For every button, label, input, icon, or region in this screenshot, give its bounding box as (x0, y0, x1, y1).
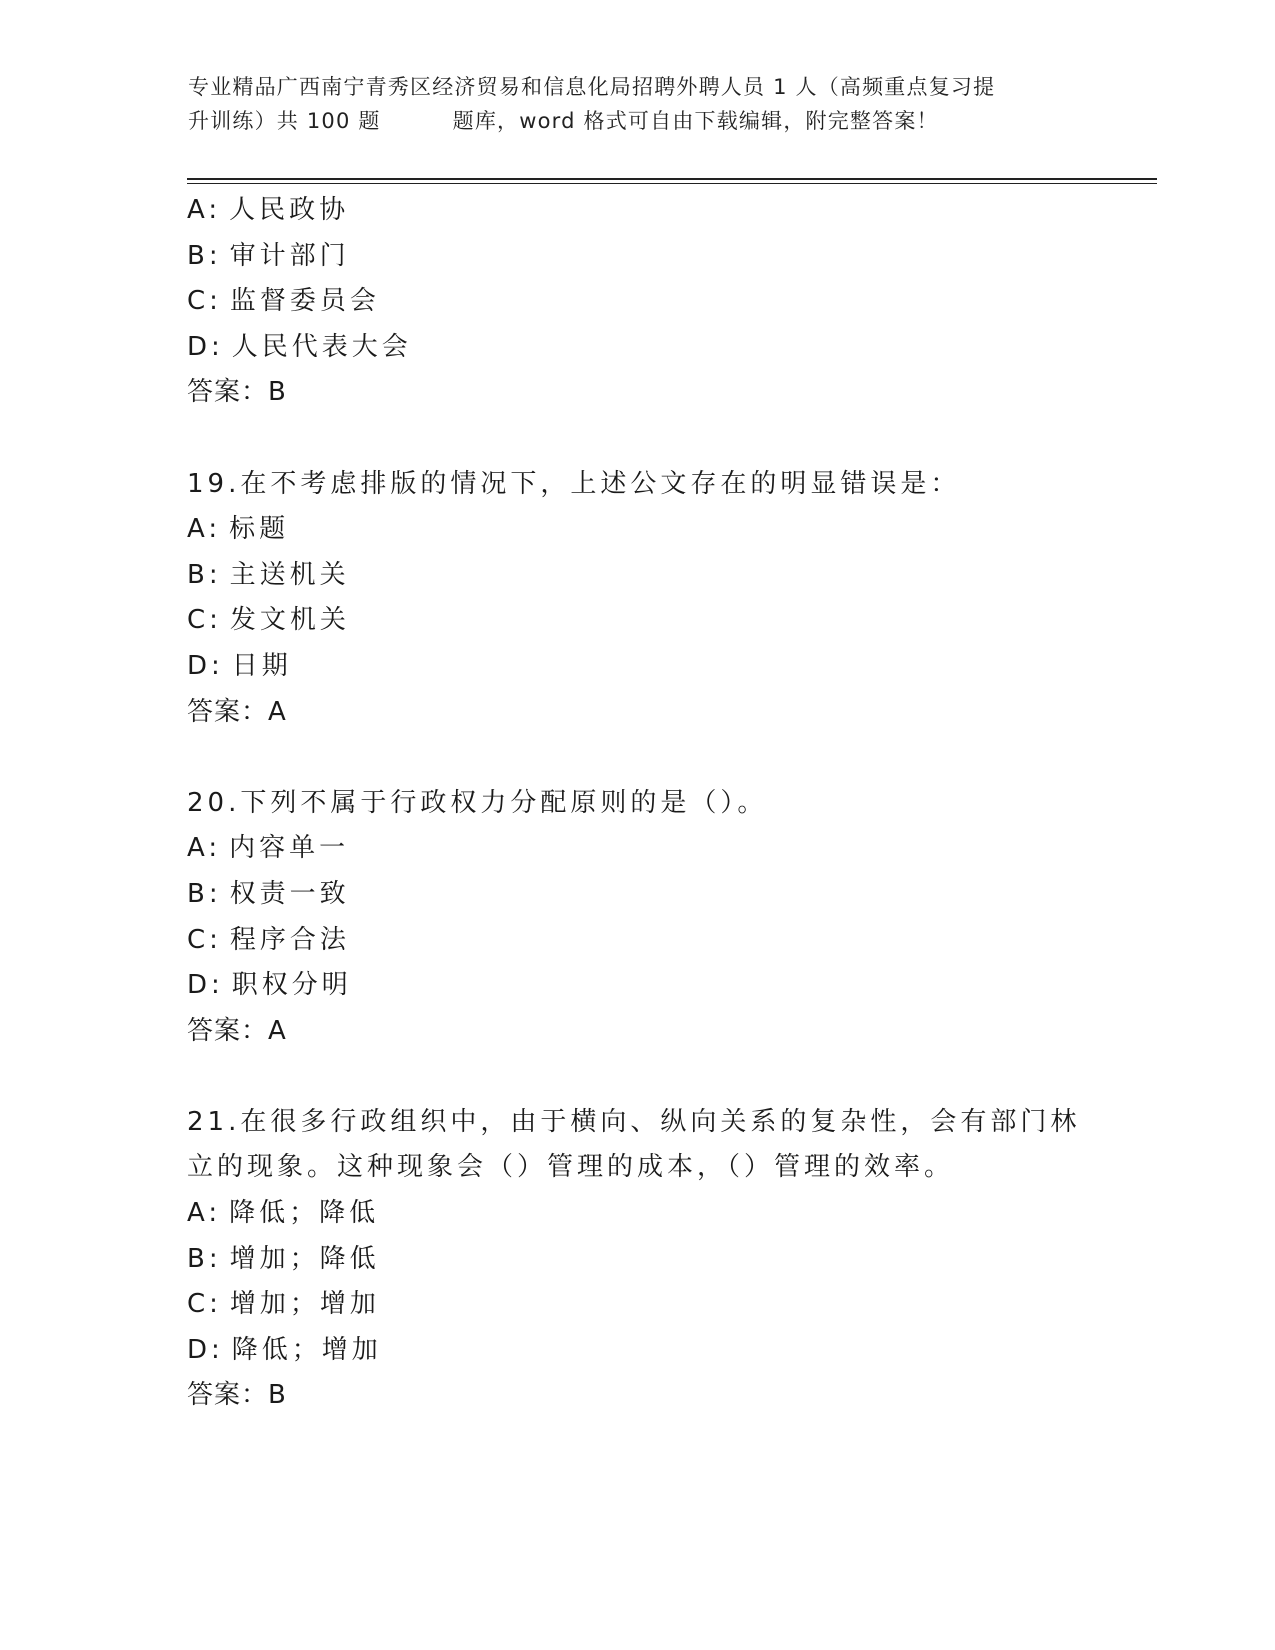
option-key: C: (187, 924, 222, 955)
option-key: C: (187, 605, 222, 636)
option-text: 降低；降低 (229, 1198, 380, 1229)
option-text: 人民代表大会 (231, 331, 412, 362)
question-spacer (187, 416, 1107, 462)
option-key: A: (187, 514, 222, 545)
option-key: D: (187, 331, 224, 362)
question-spacer (187, 735, 1107, 781)
answer-line: 答案：B (187, 377, 287, 408)
option-line (187, 598, 1107, 644)
option-line (187, 188, 1107, 234)
option-key: A: (187, 1198, 222, 1229)
option-key: C: (187, 286, 222, 317)
header-rule-thick (187, 178, 1157, 180)
option-text: 人民政协 (229, 195, 350, 225)
option-key: D: (187, 650, 224, 681)
header-line-2-part-2: 题库，word 格式可自由下载编辑，附完整答案！ (452, 109, 939, 133)
option-text: 主送机关 (229, 559, 350, 590)
answer-line: 答案：B (187, 1380, 287, 1411)
option-key: A: (187, 195, 222, 225)
header-line-2-part-1: 升训练）共 100 题 (188, 109, 381, 133)
option-line (187, 1191, 1107, 1237)
header-rule-thin (187, 183, 1157, 184)
option-text: 发文机关 (229, 605, 350, 636)
option-line (187, 1237, 1107, 1283)
option-key: B: (187, 1243, 222, 1274)
option-text: 降低；增加 (231, 1334, 382, 1365)
option-text: 增加；降低 (229, 1243, 380, 1274)
answer-line: 答案：A (187, 1015, 287, 1046)
option-text: 程序合法 (229, 924, 350, 955)
option-key: A: (187, 833, 222, 864)
question-text: 20.下列不属于行政权力分配原则的是（）。 (187, 787, 768, 818)
option-line (187, 279, 1107, 325)
option-key: B: (187, 240, 222, 271)
option-text: 增加；增加 (229, 1289, 380, 1320)
question-spacer (187, 1054, 1107, 1100)
document-header (188, 70, 1098, 138)
header-line-1: 专业精品广西南宁青秀区经济贸易和信息化局招聘外聘人员 1 人（高频重点复习提 (188, 75, 996, 99)
option-key: B: (187, 878, 222, 909)
option-key: D: (187, 1334, 224, 1365)
option-key: D: (187, 970, 224, 1001)
option-key: B: (187, 559, 222, 590)
option-line (187, 963, 1107, 1009)
prev-question-block (187, 188, 1107, 416)
option-text: 职权分明 (231, 970, 352, 1001)
question-text: 19.在不考虑排版的情况下，上述公文存在的明显错误是： (187, 468, 961, 499)
option-text: 监督委员会 (229, 286, 380, 317)
question-block-20 (187, 781, 1107, 1055)
option-line (187, 644, 1107, 690)
answer-line: 答案：A (187, 696, 287, 727)
option-line (187, 1328, 1107, 1374)
question-list (187, 188, 1107, 1419)
option-text: 内容单一 (229, 833, 350, 864)
option-line (187, 918, 1107, 964)
option-key: C: (187, 1289, 222, 1320)
question-block-19 (187, 462, 1107, 736)
question-block-21 (187, 1100, 1107, 1419)
option-text: 权责一致 (229, 878, 350, 909)
option-line (187, 234, 1107, 280)
option-text: 日期 (231, 650, 292, 681)
option-line (187, 553, 1107, 599)
header-line-2 (188, 104, 1098, 138)
option-text: 审计部门 (229, 240, 350, 271)
option-line (187, 507, 1107, 553)
option-line (187, 872, 1107, 918)
option-line (187, 1282, 1107, 1328)
option-line (187, 325, 1107, 371)
option-line (187, 826, 1107, 872)
option-text: 标题 (229, 514, 290, 545)
question-text: 21.在很多行政组织中，由于横向、纵向关系的复杂性，会有部门林立的现象。这种现象会（）管理的成本，（）管理的效率。 (187, 1106, 1081, 1183)
